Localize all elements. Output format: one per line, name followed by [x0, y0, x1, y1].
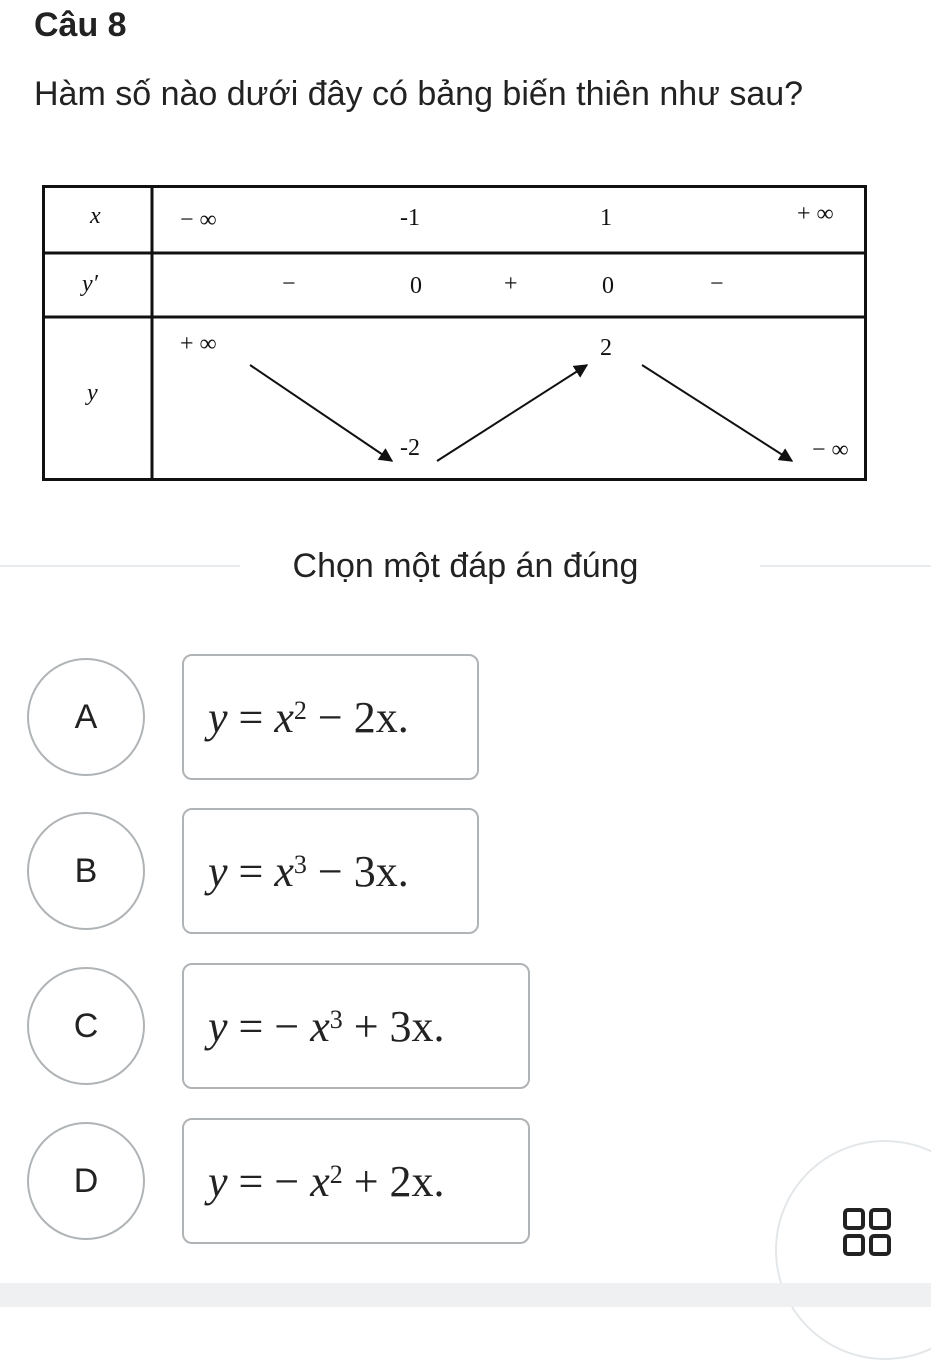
- row-label-y: y: [87, 380, 98, 406]
- row-label-y-prime: y′: [82, 271, 98, 297]
- formula-eq: =: [238, 692, 264, 742]
- option-letter-circle[interactable]: B: [27, 812, 145, 930]
- formula-base: x: [274, 692, 294, 742]
- formula-rest: + 2x.: [353, 1156, 445, 1206]
- formula-exponent: 3: [329, 1005, 343, 1034]
- formula-rest: − 3x.: [317, 846, 409, 896]
- arrow-decreasing-1: [250, 365, 392, 461]
- option-answer-box[interactable]: [182, 963, 530, 1089]
- formula-lhs: y: [208, 1156, 228, 1206]
- formula-lhs: y: [208, 1001, 228, 1051]
- option-letter-circle[interactable]: A: [27, 658, 145, 776]
- bottom-bar: [0, 1283, 931, 1307]
- y-value: 2: [600, 335, 612, 361]
- option-answer-box[interactable]: [182, 808, 479, 934]
- formula-eq: =: [238, 1001, 264, 1051]
- option-answer-box[interactable]: [182, 1118, 530, 1244]
- formula-lhs: y: [208, 692, 228, 742]
- derivative-sign: 0: [602, 273, 614, 299]
- formula-base: x: [310, 1001, 330, 1051]
- formula-base: x: [274, 846, 294, 896]
- x-value: − ∞: [180, 207, 217, 233]
- derivative-sign: −: [710, 271, 724, 297]
- y-value: + ∞: [180, 331, 217, 357]
- row-label-x: x: [90, 203, 101, 229]
- variation-table: [42, 185, 867, 481]
- formula-eq: =: [238, 1156, 264, 1206]
- formula-sign: −: [274, 1001, 300, 1051]
- formula-sign: −: [274, 1156, 300, 1206]
- question-number: Câu 8: [34, 6, 127, 44]
- question-text: Hàm số nào dưới đây có bảng biến thiên như sau?: [34, 75, 804, 113]
- section-label: Chọn một đáp án đúng: [292, 547, 639, 585]
- arrow-decreasing-2: [642, 365, 792, 461]
- x-value: + ∞: [797, 201, 834, 227]
- derivative-sign: 0: [410, 273, 422, 299]
- x-value: 1: [600, 205, 612, 231]
- formula-rest: + 3x.: [353, 1001, 445, 1051]
- derivative-sign: −: [282, 271, 296, 297]
- option-answer-box[interactable]: [182, 654, 479, 780]
- answer-section-header: [0, 535, 931, 595]
- formula-exponent: 2: [329, 1160, 343, 1189]
- variation-table-grid: [42, 185, 867, 481]
- derivative-sign: +: [504, 271, 518, 297]
- option-letter-circle[interactable]: D: [27, 1122, 145, 1240]
- grid-icon[interactable]: [842, 1207, 892, 1257]
- formula-base: x: [310, 1156, 330, 1206]
- x-value: -1: [400, 205, 420, 231]
- y-value: -2: [400, 435, 420, 461]
- option-letter-circle[interactable]: C: [27, 967, 145, 1085]
- formula-rest: − 2x.: [317, 692, 409, 742]
- formula-eq: =: [238, 846, 264, 896]
- formula-exponent: 2: [293, 696, 307, 725]
- formula-exponent: 3: [293, 850, 307, 879]
- arrow-increasing: [437, 365, 587, 461]
- formula-lhs: y: [208, 846, 228, 896]
- y-value: − ∞: [812, 437, 849, 463]
